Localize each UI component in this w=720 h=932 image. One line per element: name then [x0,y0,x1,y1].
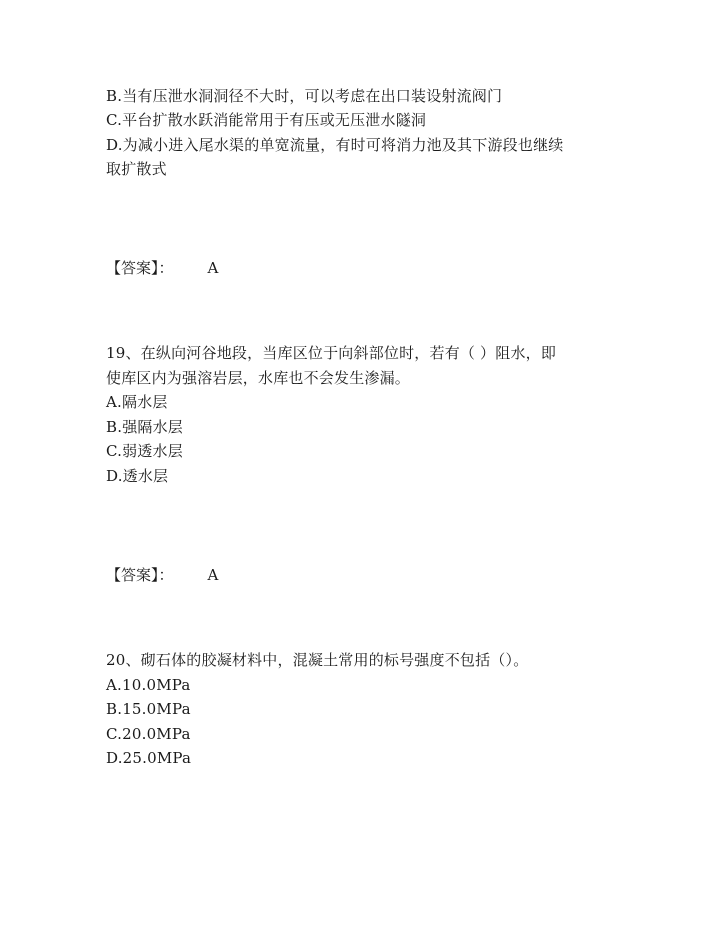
q19-answer [106,563,218,587]
q19-option-b: B.强隔水层 [106,418,183,436]
q19-stem-line-1: 19、在纵向河谷地段，当库区位于向斜部位时，若有（ ）阻水，即 [106,344,557,362]
q20-option-c: C.20.0MPa [106,725,191,743]
q19-option-d: D.透水层 [106,467,169,485]
answer-value: A [207,566,219,584]
q20-option-d: D.25.0MPa [106,749,192,767]
q20-option-a: A.10.0MPa [106,676,191,694]
q18-answer [106,256,218,280]
answer-value: A [207,259,219,277]
q19-option-c: C.弱透水层 [106,442,183,460]
q19-option-a: A.隔水层 [106,393,168,411]
q20-stem: 20、砌石体的胶凝材料中，混凝土常用的标号强度不包括（）。 [106,651,529,669]
q18-option-c: C.平台扩散水跃消能常用于有压或无压泄水隧洞 [106,111,427,129]
q18-option-d: D.为减小进入尾水渠的单宽流量，有时可将消力池及其下游段也继续 [106,136,564,154]
q18-option-d-continued: 取扩散式 [106,160,167,178]
q19-stem-line-2: 使库区内为强溶岩层，水库也不会发生渗漏。 [106,369,411,387]
answer-label: 【答案】： [106,259,174,277]
q20-option-b: B.15.0MPa [106,700,191,718]
q18-option-b: B.当有压泄水洞洞径不大时，可以考虑在出口装设射流阀门 [106,87,503,105]
answer-label: 【答案】： [106,566,174,584]
